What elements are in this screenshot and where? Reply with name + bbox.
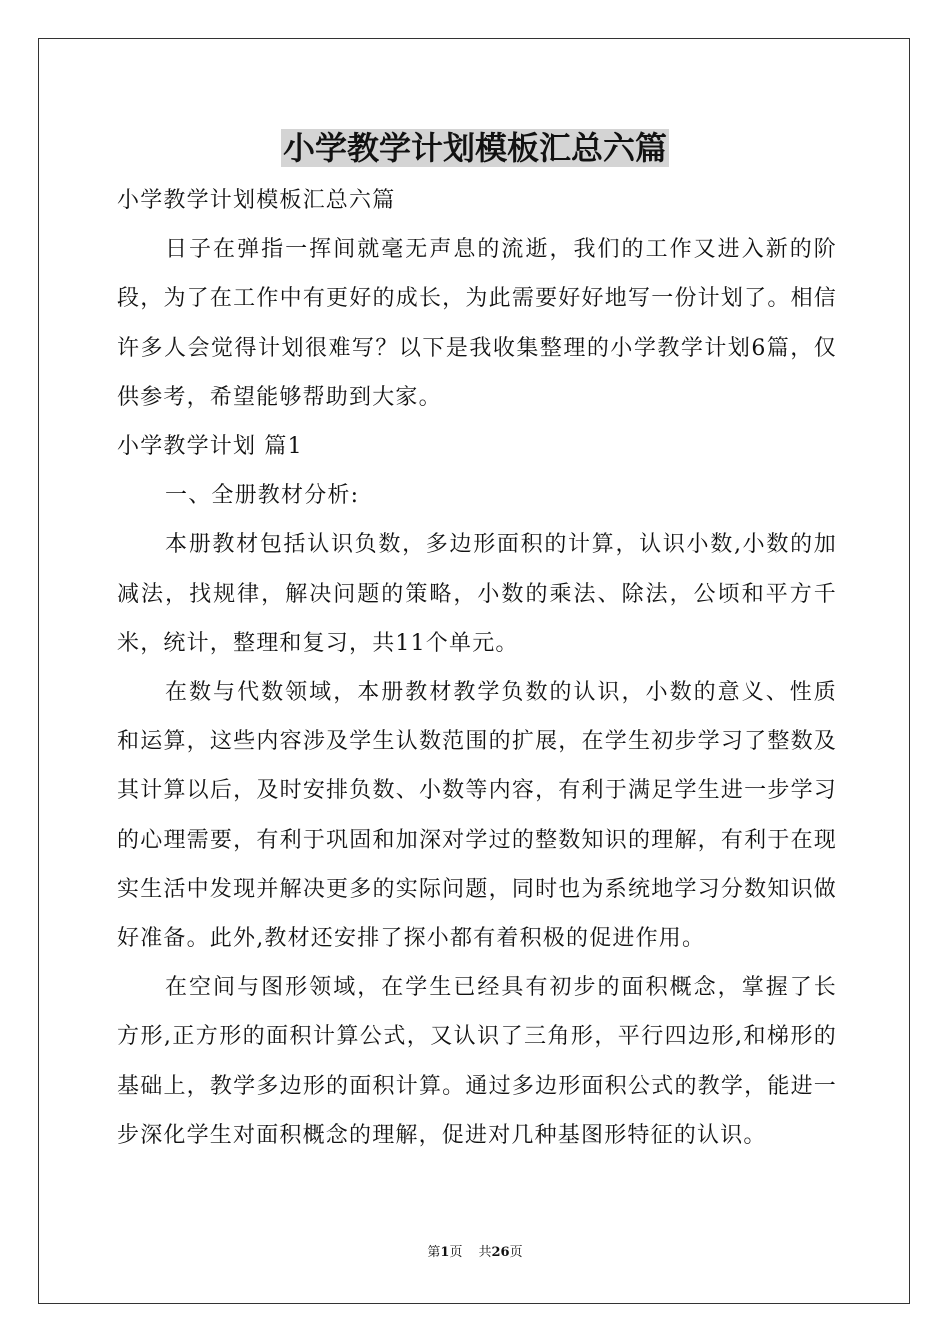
document-title <box>0 126 950 170</box>
paragraph-body: 在数与代数领域，本册教材教学负数的认识，小数的意义、性质和运算，这些内容涉及学生认数范围的扩展，在学生初步学习了整数及其计算以后，及时安排负数、小数等内容，有利于满足学生进一步学习的心理需要，有利于巩固和加深对学过的整数知识的理解，有利于在现实生活中发现并解决更多的实际问题，同时也为系统地学习分数知识做好准备。此外,教材还安排了探小都有着积极的促进作用。 <box>117 680 837 952</box>
section-heading: 小学教学计划 篇1 <box>117 434 303 460</box>
paragraph-intro: 日子在弹指一挥间就毫无声息的流逝，我们的工作又进入新的阶段，为了在工作中有更好的成长，为此需要好好地写一份计划了。相信许多人会觉得计划很难写？以下是我收集整理的小学教学计划6篇，仅供参考，希望能够帮助到大家。 <box>117 237 837 410</box>
page-unit: 页 <box>449 1245 463 1260</box>
page-prefix: 第 <box>427 1245 441 1260</box>
page-footer <box>0 1244 950 1262</box>
paragraph-body: 在空间与图形领域，在学生已经具有初步的面积概念，掌握了长方形,正方形的面积计算公式，又认识了三角形，平行四边形,和梯形的基础上，教学多边形的面积计算。通过多边形面积公式的教学，能进一步深化学生对面积概念的理解，促进对几种基图形特征的认识。 <box>117 975 837 1148</box>
page-number: 1 <box>440 1245 450 1260</box>
paragraph-subtitle: 小学教学计划模板汇总六篇 <box>117 188 396 213</box>
total-unit: 页 <box>509 1245 523 1260</box>
page-total: 26 <box>491 1245 510 1260</box>
total-prefix: 共 <box>478 1245 492 1260</box>
document-body <box>117 176 837 1160</box>
paragraph-body: 本册教材包括认识负数，多边形面积的计算，认识小数,小数的加减法，找规律，解决问题的策略，小数的乘法、除法，公顷和平方千米，统计，整理和复习，共11个单元。 <box>117 532 837 656</box>
document-title-text: 小学教学计划模板汇总六篇 <box>282 129 667 167</box>
subsection-heading: 一、全册教材分析: <box>165 483 360 509</box>
